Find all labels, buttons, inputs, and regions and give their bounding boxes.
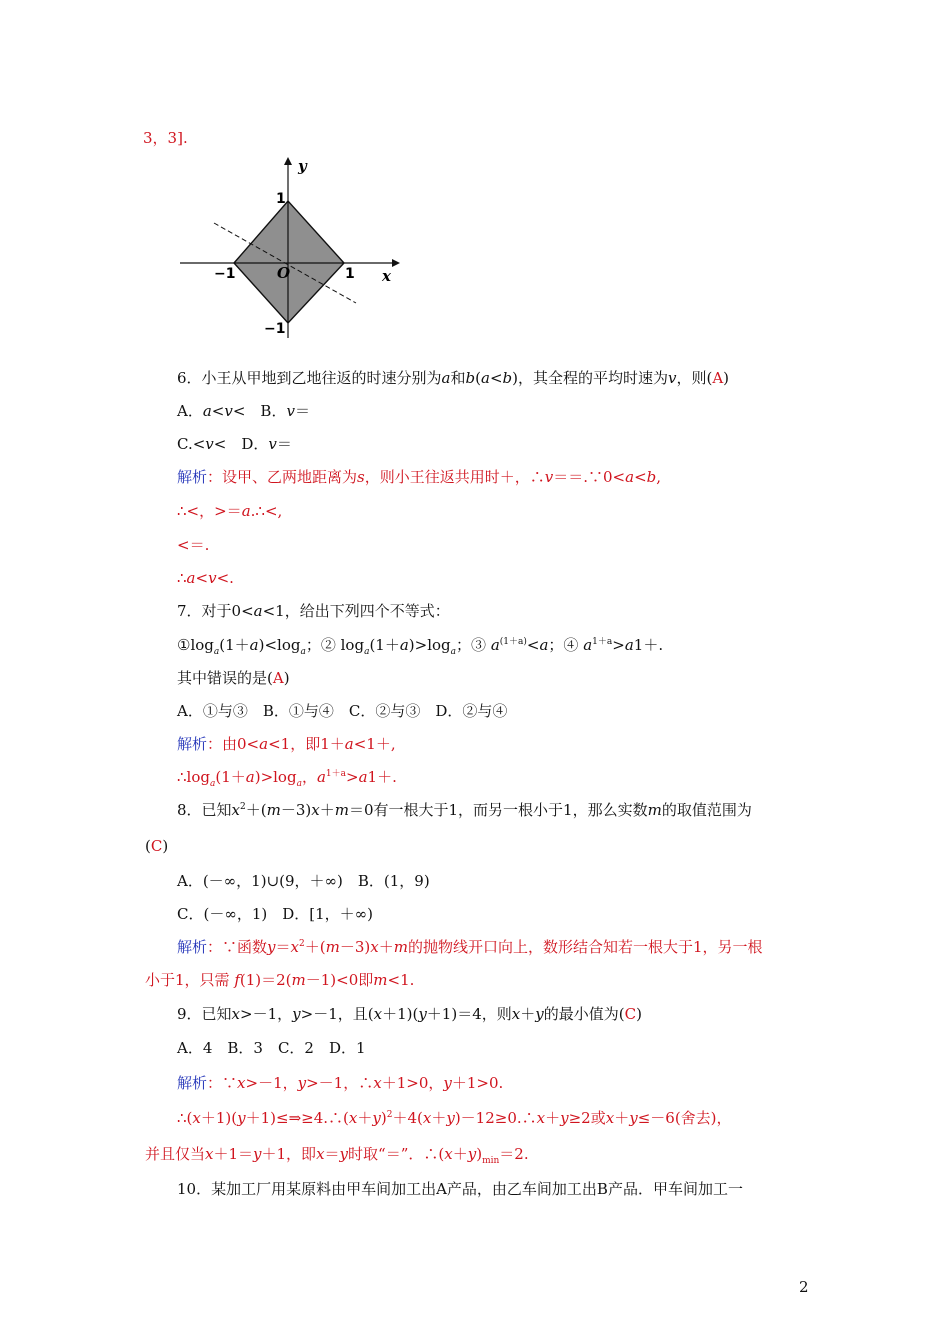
- var: b: [502, 369, 513, 387]
- q6-options-cd: [177, 434, 292, 454]
- subscript: min: [482, 1156, 500, 1166]
- var: x: [231, 801, 241, 819]
- var: a: [245, 768, 255, 786]
- text: ＋1)＝4，则: [426, 1005, 512, 1023]
- text: ): [476, 1145, 483, 1163]
- var: y: [443, 1074, 452, 1092]
- text: ≤－6(舍去)，: [637, 1109, 732, 1127]
- text: －3): [280, 801, 312, 819]
- text: >－1，∴: [306, 1074, 374, 1092]
- var: a: [480, 369, 490, 387]
- log-base: a: [450, 647, 457, 657]
- exponent: 1＋a: [592, 637, 613, 647]
- text: <.: [216, 569, 234, 587]
- q9-solution-2: [177, 1108, 732, 1128]
- x-tick-neg1: −1: [214, 266, 236, 282]
- var: x: [511, 1005, 521, 1023]
- text: 8．已知: [177, 801, 232, 819]
- var: x: [192, 1109, 201, 1127]
- text: 10．某加工厂用某原料由甲车间加工出A产品，由乙车间加工出B产品．甲车间加工一: [177, 1180, 743, 1198]
- var: a: [241, 502, 251, 520]
- text: ＋: [357, 1109, 373, 1127]
- var: y: [267, 938, 276, 956]
- text: ∴: [177, 569, 187, 587]
- text: 其中错误的是(: [177, 669, 273, 687]
- text: A．: [177, 402, 203, 420]
- y-axis-arrow: [284, 157, 292, 165]
- q7-options: [177, 701, 507, 721]
- text: (1＋: [369, 636, 400, 654]
- text: ): [636, 1005, 642, 1023]
- text: <: [526, 636, 540, 654]
- var: x: [536, 1109, 546, 1127]
- var: x: [311, 801, 320, 819]
- page-number-text: 2: [799, 1278, 809, 1296]
- text: ＝＝.∵0<: [553, 468, 626, 486]
- text: 小于1，只需: [145, 971, 235, 989]
- x-axis-label: x: [382, 267, 391, 285]
- var: y: [292, 1005, 301, 1023]
- log-base: a: [209, 779, 216, 789]
- var: v: [286, 402, 295, 420]
- q6-solution-2: [177, 501, 282, 521]
- text: 并且仅当: [145, 1145, 206, 1163]
- text: <: [634, 468, 647, 486]
- var: a: [358, 768, 368, 786]
- text: A．(－∞，1)∪(9，＋∞) B．(1，9): [177, 872, 430, 890]
- text: ＋: [319, 801, 335, 819]
- var: x: [290, 938, 299, 956]
- text: .∴<,: [250, 502, 283, 520]
- q7-solution-1: [177, 734, 396, 754]
- text: ＋1>0，: [381, 1074, 444, 1092]
- var: x: [348, 1109, 358, 1127]
- text: 6．小王从甲地到乙地往返的时速分别为: [177, 369, 442, 387]
- text: <1.: [387, 971, 415, 989]
- text: 的取值范围为: [661, 801, 752, 819]
- text: ): [162, 837, 169, 855]
- text: >－1，且(: [300, 1005, 374, 1023]
- q7-stem: [177, 601, 450, 621]
- text: ：设甲、乙两地距离为: [207, 468, 358, 486]
- text: ): [283, 669, 290, 687]
- text: < D．: [213, 435, 269, 453]
- text: )，其全程的平均时速为: [512, 369, 668, 387]
- text: ): [723, 369, 730, 387]
- var: v: [268, 435, 277, 453]
- text: ＋(: [245, 801, 267, 819]
- var: a: [625, 468, 635, 486]
- text: ∴log: [177, 768, 210, 786]
- text: ：由0<: [207, 735, 260, 753]
- var: y: [253, 1145, 262, 1163]
- var: x: [237, 1074, 246, 1092]
- text: 时取“＝”．∴(: [348, 1145, 445, 1163]
- var: a: [490, 636, 500, 654]
- text: ＝: [276, 435, 292, 453]
- var: y: [629, 1109, 638, 1127]
- y-tick-1: 1: [276, 191, 286, 207]
- q6-answer: A: [712, 369, 724, 387]
- x-tick-1: 1: [345, 266, 355, 282]
- exponent: 2: [299, 939, 305, 949]
- text: C．(－∞，1) D．[1，＋∞): [177, 905, 373, 923]
- text: )－12≥0.∴: [454, 1109, 537, 1127]
- text: ＝: [275, 938, 291, 956]
- var: a: [202, 402, 212, 420]
- text: A．①与③ B．①与④ C．②与③ D．②与④: [177, 702, 508, 720]
- q7-answer: A: [272, 669, 284, 687]
- solution-label: 解析: [177, 938, 208, 956]
- text: (1＋: [215, 768, 246, 786]
- text: ＋1>0.: [451, 1074, 504, 1092]
- exponent: 1＋a: [325, 769, 347, 779]
- text: <: [211, 402, 225, 420]
- var: y: [237, 1109, 246, 1127]
- var: m: [334, 801, 349, 819]
- q9-options: [177, 1038, 366, 1058]
- q8-answer-line: [145, 836, 168, 856]
- text: (: [475, 369, 481, 387]
- text: －1)<0即: [305, 971, 374, 989]
- text: A．4 B．3 C．2 D．1: [177, 1039, 366, 1057]
- var: f: [234, 971, 240, 989]
- var: m: [266, 801, 281, 819]
- q9-solution-3: [145, 1144, 529, 1164]
- var: x: [370, 938, 379, 956]
- text: 和: [450, 369, 466, 387]
- var: a: [259, 735, 269, 753]
- var: y: [446, 1109, 455, 1127]
- var: a: [249, 636, 259, 654]
- x-axis-arrow: [392, 259, 400, 267]
- text: C.<: [177, 435, 206, 453]
- region-figure: [176, 153, 406, 343]
- text: (1)＝2(: [239, 971, 292, 989]
- var: a: [186, 569, 196, 587]
- text: ＋: [614, 1109, 630, 1127]
- text: 的抛物线开口向上，数形结合知若一根大于1，另一根: [407, 938, 763, 956]
- q6-stem: [177, 368, 729, 388]
- text: ＋1＝: [213, 1145, 254, 1163]
- text: ；② log: [305, 636, 365, 654]
- text: ∴(: [177, 1109, 193, 1127]
- text: <1＋,: [353, 735, 396, 753]
- text: ，则(: [676, 369, 713, 387]
- var: b: [646, 468, 657, 486]
- q6-options-ab: [177, 401, 310, 421]
- var: v: [544, 468, 554, 486]
- text: )>log: [254, 768, 297, 786]
- var: x: [444, 1145, 453, 1163]
- text: >－1，: [240, 1005, 293, 1023]
- var: y: [372, 1109, 381, 1127]
- text: (: [145, 837, 151, 855]
- solution-label: 解析: [177, 468, 208, 486]
- y-axis-label: y: [298, 157, 307, 175]
- text: ＋1)(: [200, 1109, 238, 1127]
- solution-label: 解析: [177, 735, 208, 753]
- var: s: [357, 468, 365, 486]
- var: v: [208, 569, 217, 587]
- exponent: (1＋a): [499, 637, 527, 647]
- y-tick-neg1: −1: [264, 321, 286, 337]
- q8-stem: [177, 800, 752, 820]
- q8-options-ab: [177, 871, 430, 891]
- var: x: [205, 1145, 214, 1163]
- text: ＝2.: [499, 1145, 529, 1163]
- var: v: [205, 435, 214, 453]
- text: >: [346, 768, 359, 786]
- q8-solution-2: [145, 970, 414, 990]
- var: m: [373, 971, 388, 989]
- text: ＋: [378, 938, 394, 956]
- text: <: [489, 369, 503, 387]
- log-base: a: [364, 647, 370, 657]
- text: 1＋.: [633, 636, 664, 654]
- var: y: [339, 1145, 349, 1163]
- text: <1，即1＋: [268, 735, 345, 753]
- var: m: [647, 801, 662, 819]
- text: ＋: [545, 1109, 561, 1127]
- text: ＋: [520, 1005, 536, 1023]
- text: )>log: [408, 636, 451, 654]
- text: ＋1，即: [261, 1145, 317, 1163]
- text: <: [195, 569, 209, 587]
- q8-options-cd: [177, 904, 373, 924]
- var: x: [373, 1074, 382, 1092]
- q7-inequalities: [177, 635, 663, 655]
- text: (1＋: [219, 636, 250, 654]
- var: a: [583, 636, 593, 654]
- q9-answer: C: [624, 1005, 637, 1023]
- q6-solution-1: [177, 467, 661, 487]
- text: ＋: [452, 1145, 468, 1163]
- text: ＝0有一根大于1，而另一根小于1，那么实数: [348, 801, 648, 819]
- var: y: [467, 1145, 477, 1163]
- answer-continuation: [143, 128, 188, 148]
- text: ,: [656, 468, 662, 486]
- text: <1，给出下列四个不等式：: [262, 602, 450, 620]
- text: >－1，: [245, 1074, 298, 1092]
- origin-label: O: [277, 264, 291, 282]
- var: y: [297, 1074, 307, 1092]
- text: ≥2或: [568, 1109, 606, 1127]
- text: )<log: [258, 636, 301, 654]
- log-base: a: [296, 779, 302, 789]
- shaded-square: [234, 201, 344, 323]
- text: >: [612, 636, 625, 654]
- exponent: 2: [386, 1110, 393, 1120]
- q7-question: [177, 668, 290, 688]
- var: a: [344, 735, 354, 753]
- var: a: [399, 636, 409, 654]
- text: ；③: [456, 636, 491, 654]
- text: ＋: [431, 1109, 447, 1127]
- q8-answer: C: [150, 837, 163, 855]
- text: ＝: [324, 1145, 340, 1163]
- text: ，: [301, 768, 317, 786]
- q6-solution-3: [177, 535, 209, 555]
- text: 的最小值为(: [543, 1005, 625, 1023]
- q9-solution-1: [177, 1073, 503, 1093]
- text: ；④: [548, 636, 584, 654]
- var: a: [441, 369, 451, 387]
- var: b: [465, 369, 476, 387]
- var: y: [418, 1005, 427, 1023]
- text: ＝: [294, 402, 310, 420]
- q7-solution-2: [177, 767, 397, 787]
- text: ＋4(: [392, 1109, 423, 1127]
- var: a: [316, 768, 326, 786]
- var: a: [253, 602, 263, 620]
- q10-stem: [177, 1179, 743, 1199]
- page-number: [799, 1277, 809, 1297]
- q8-solution-1: [177, 937, 763, 957]
- var: x: [422, 1109, 432, 1127]
- var: x: [373, 1005, 383, 1023]
- text: ，则小王往返共用时＋，∴: [364, 468, 545, 486]
- var: x: [316, 1145, 325, 1163]
- text: 9．已知: [177, 1005, 232, 1023]
- text: ＋(: [304, 938, 326, 956]
- text: 1＋.: [367, 768, 397, 786]
- log-base: a: [300, 647, 306, 657]
- var: y: [560, 1109, 569, 1127]
- var: x: [605, 1109, 615, 1127]
- solution-label: 解析: [177, 1074, 208, 1092]
- log-base: a: [213, 647, 220, 657]
- var: m: [291, 971, 306, 989]
- exponent: 2: [240, 802, 246, 812]
- var: v: [224, 402, 233, 420]
- var: x: [231, 1005, 241, 1023]
- text: ＋1)≤⇒≥4.∴(: [245, 1109, 349, 1127]
- text: －3): [339, 938, 371, 956]
- var: y: [535, 1005, 544, 1023]
- var: m: [325, 938, 340, 956]
- var: m: [393, 938, 408, 956]
- text: <＝.: [177, 536, 210, 554]
- text: ：∵: [207, 1074, 238, 1092]
- text: ): [380, 1109, 387, 1127]
- text: < B．: [232, 402, 287, 420]
- q9-stem: [177, 1004, 642, 1024]
- continuation-text: 3，3].: [143, 129, 188, 147]
- text: 7．对于0<: [177, 602, 254, 620]
- q6-solution-4: [177, 568, 234, 588]
- text: ①log: [177, 636, 214, 654]
- text: ∴<，>＝: [177, 502, 242, 520]
- text: ＋1)(: [382, 1005, 419, 1023]
- var: v: [667, 369, 677, 387]
- var: a: [539, 636, 549, 654]
- text: ：∵函数: [207, 938, 268, 956]
- var: a: [624, 636, 634, 654]
